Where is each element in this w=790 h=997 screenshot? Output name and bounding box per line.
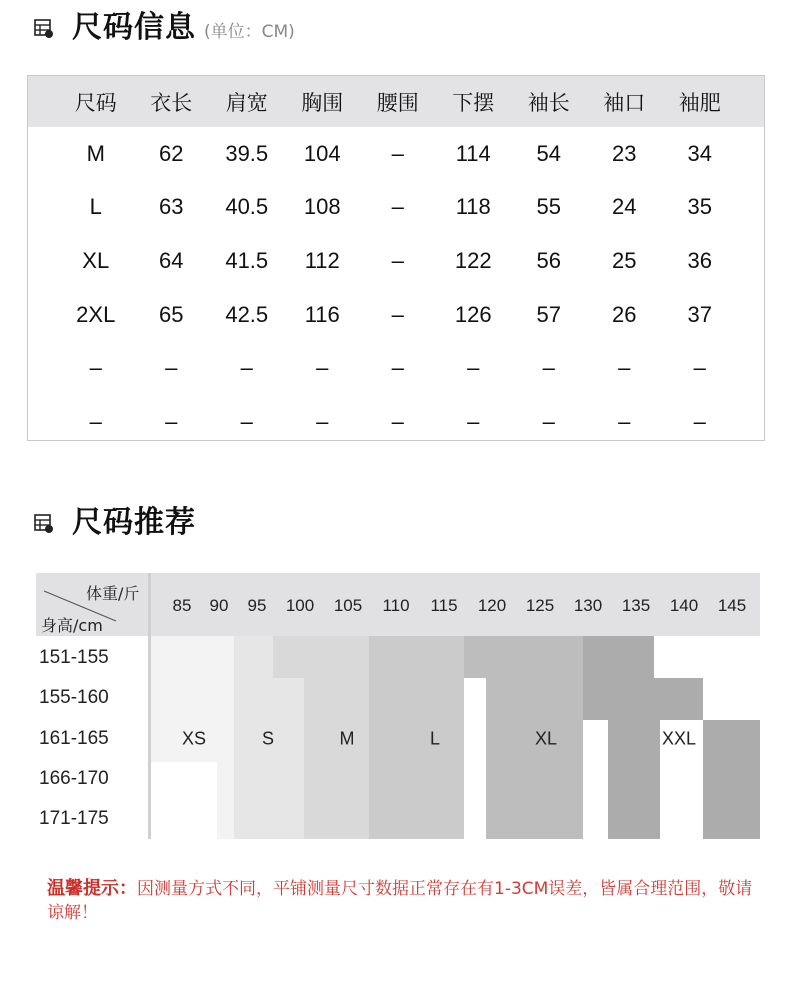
header-cell: 肩宽: [225, 90, 268, 115]
table-cell: –: [89, 408, 102, 434]
weight-tick: 125: [525, 596, 555, 615]
size-zone-block: [464, 636, 583, 678]
table-cell: 108: [303, 194, 341, 220]
table-cell: 112: [304, 247, 340, 273]
tip-title: 温馨提示：: [47, 878, 137, 899]
table-cell: 37: [687, 301, 712, 327]
table-cell: –: [240, 355, 253, 381]
table-row: [28, 234, 764, 288]
size-zone-block: [151, 762, 199, 839]
size-zone-block: [304, 798, 369, 839]
weight-tick: 95: [247, 596, 267, 615]
size-zone-block: [304, 678, 369, 798]
table-cell: M: [86, 140, 105, 166]
height-row-label: 161-165: [39, 728, 109, 749]
table-cell: –: [391, 301, 404, 327]
size-info-heading: [34, 2, 295, 46]
header-cell: 衣长: [150, 90, 193, 115]
size-zone-block: [217, 636, 234, 839]
table-cell: –: [316, 355, 329, 381]
table-icon: [34, 19, 54, 39]
height-row-label: 155-160: [39, 687, 109, 708]
table-cell: –: [316, 408, 329, 434]
height-row-label: 166-170: [39, 768, 109, 789]
table-cell: –: [89, 355, 102, 381]
table-cell: 122: [454, 247, 492, 273]
size-info-title: 尺码信息: [72, 10, 196, 45]
table-cell: 36: [687, 247, 712, 273]
table-cell: 34: [687, 140, 712, 166]
table-cell: –: [391, 355, 404, 381]
table-cell: 26: [612, 301, 637, 327]
size-label: M: [339, 728, 355, 749]
weight-axis-label: 体重/斤: [86, 584, 140, 603]
table-row: [28, 181, 764, 235]
table-cell: –: [542, 408, 555, 434]
table-cell: –: [618, 355, 631, 381]
size-zone-block: [486, 678, 583, 839]
header-cell: 尺码: [74, 90, 117, 115]
table-cell: 114: [455, 140, 491, 166]
table-cell: –: [391, 194, 404, 220]
table-cell: 23: [612, 140, 637, 166]
weight-tick: 100: [285, 596, 315, 615]
header-cell: 袖口: [603, 90, 646, 115]
table-cell: 65: [159, 301, 184, 327]
table-row: [28, 395, 764, 449]
table-cell: –: [391, 140, 404, 166]
table-cell: XL: [82, 247, 110, 273]
table-cell: –: [693, 408, 706, 434]
table-row: [28, 127, 764, 181]
table-cell: 55: [536, 194, 561, 220]
size-table: [27, 75, 765, 441]
table-cell: 63: [159, 194, 184, 220]
table-cell: –: [467, 408, 480, 434]
table-cell: –: [165, 408, 178, 434]
table-cell: –: [165, 355, 178, 381]
weight-tick: 135: [621, 596, 651, 615]
recommend-heading: [34, 497, 196, 541]
size-zone-block: [369, 636, 464, 678]
size-label: S: [261, 728, 275, 749]
size-table-body: [28, 127, 764, 449]
weight-tick: 115: [430, 596, 458, 615]
table-cell: 104: [303, 140, 341, 166]
table-cell: –: [542, 355, 555, 381]
weight-tick: 145: [717, 596, 747, 615]
table-cell: 118: [455, 194, 491, 220]
header-cell: 袖肥: [678, 90, 721, 115]
table-cell: 116: [304, 301, 340, 327]
table-row: [28, 341, 764, 395]
weight-tick: 130: [573, 596, 603, 615]
weight-tick: 110: [382, 596, 410, 615]
table-cell: 39.5: [225, 140, 269, 166]
header-cell: 袖长: [527, 90, 570, 115]
height-row-label: 151-155: [39, 647, 109, 668]
table-cell: 25: [612, 247, 637, 273]
size-table-header: [28, 76, 764, 127]
weight-tick: 90: [209, 596, 229, 615]
weight-tick: 140: [669, 596, 699, 615]
table-icon: [34, 514, 54, 534]
table-cell: 62: [159, 140, 184, 166]
size-zone-block: [369, 678, 414, 839]
header-cell: 下摆: [452, 90, 495, 115]
weight-tick: 120: [477, 596, 507, 615]
table-cell: 42.5: [225, 301, 269, 327]
table-cell: 2XL: [76, 301, 116, 327]
table-cell: –: [391, 408, 404, 434]
table-cell: –: [693, 355, 706, 381]
recommend-title: 尺码推荐: [72, 505, 196, 540]
size-zone-block: [703, 720, 760, 839]
size-label: XS: [181, 728, 207, 749]
column-separator: [148, 573, 151, 839]
table-cell: 54: [536, 140, 561, 166]
grid-corner: [36, 573, 149, 636]
table-cell: –: [391, 247, 404, 273]
table-cell: 24: [612, 194, 637, 220]
size-zone-block: [273, 636, 369, 678]
table-cell: 57: [536, 301, 561, 327]
size-zone-block: [608, 720, 660, 839]
size-label: XL: [534, 728, 558, 749]
table-cell: 40.5: [225, 194, 269, 220]
size-zone-block: [199, 762, 217, 839]
weight-tick: 85: [172, 596, 192, 615]
table-cell: 56: [536, 247, 561, 273]
weight-tick: 105: [333, 596, 363, 615]
size-zone-block: [414, 678, 464, 839]
header-cell: 腰围: [376, 90, 419, 115]
size-info-unit: (单位：CM): [204, 22, 295, 42]
header-cell: 胸围: [301, 90, 344, 115]
table-cell: L: [89, 194, 102, 220]
tip-text: 因测量方式不同，平铺测量尺寸数据正常存在有1-3CM误差，皆属合理范围，敬请谅解！: [47, 879, 753, 923]
table-cell: –: [618, 408, 631, 434]
table-cell: 35: [687, 194, 712, 220]
size-zone-block: [583, 636, 654, 720]
table-cell: 126: [454, 301, 492, 327]
table-cell: –: [467, 355, 480, 381]
warm-tip: [47, 877, 757, 925]
size-recommendation-grid: [36, 573, 760, 839]
height-axis-label: 身高/cm: [41, 616, 103, 635]
size-zone-block: [654, 678, 703, 720]
size-label: L: [429, 728, 441, 749]
table-cell: 64: [159, 247, 184, 273]
table-row: [28, 288, 764, 342]
table-cell: –: [240, 408, 253, 434]
table-cell: 41.5: [225, 247, 269, 273]
size-label: XXL: [661, 728, 697, 749]
height-row-label: 171-175: [39, 808, 109, 829]
